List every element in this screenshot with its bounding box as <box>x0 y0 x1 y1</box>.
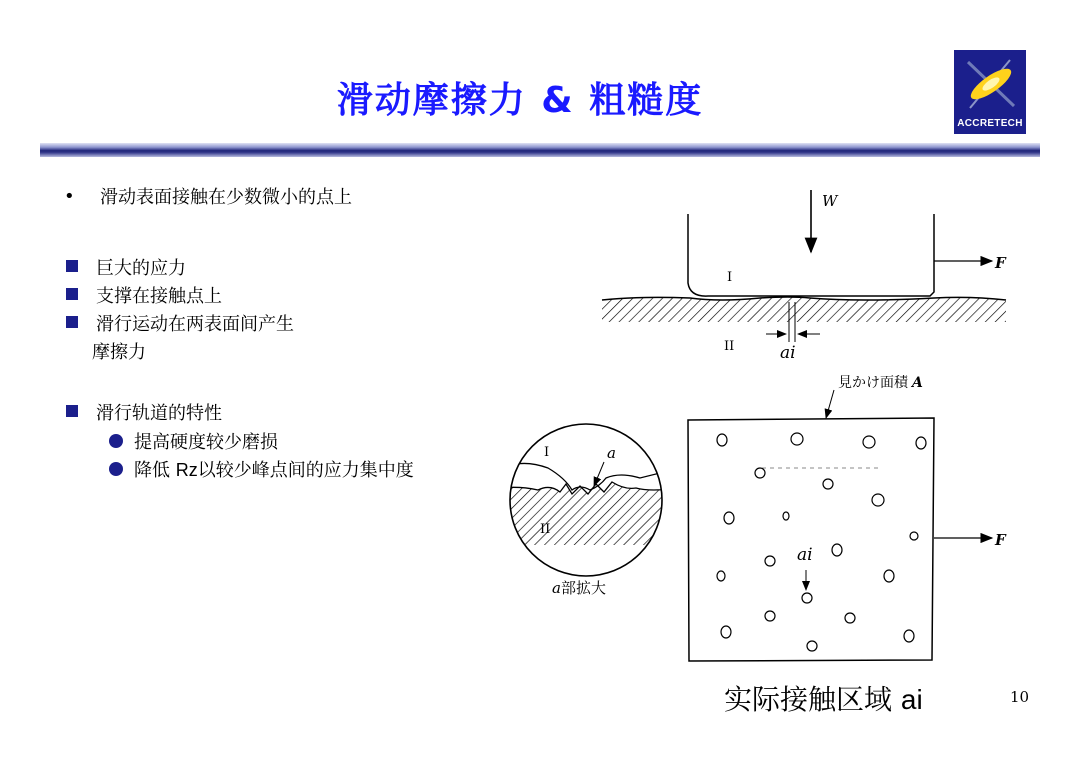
rail-item-1-text: 提高硬度较少磨损 <box>134 432 278 453</box>
label-ai-square: ai <box>797 545 813 565</box>
label-apparent-area-text: 見かけ面積 <box>838 375 908 391</box>
label-a-circle: a <box>607 444 616 462</box>
label-ai-top: ai <box>780 343 796 363</box>
label-enlarged <box>552 579 606 597</box>
label-F-bottom: F <box>995 531 1006 549</box>
caption-text: 实际接触区域 <box>724 683 893 716</box>
bullet-marker: • <box>64 186 75 207</box>
rail-item-2-pre: 降低 <box>134 460 176 481</box>
label-I-circle: I <box>544 445 550 460</box>
apparent-area-square <box>688 390 992 661</box>
point-3: 滑行运动在两表面间产生 <box>96 314 294 335</box>
label-enlarged-text: 部拡大 <box>560 579 606 597</box>
label-II-circle: II <box>540 522 551 537</box>
bullet-text: 滑动表面接触在少数微小的点上 <box>100 187 352 208</box>
rail-heading: 滑行轨道的特性 <box>96 403 222 424</box>
contact-spots <box>717 433 926 651</box>
rail-item-2-post: 以较少峰点间的应力集中度 <box>197 460 414 481</box>
block-diagram <box>602 190 1006 342</box>
label-II-top: II <box>724 339 735 354</box>
label-I-top: I <box>727 270 733 285</box>
caption <box>724 678 923 718</box>
rail-item-2-rz: Rz <box>175 460 198 480</box>
point-3-continued: 摩擦力 <box>92 342 146 363</box>
label-F-top: F <box>995 254 1006 272</box>
page-title: 滑动摩擦力 & 粗糙度 <box>336 80 704 121</box>
page-number: 10 <box>1010 688 1030 706</box>
point-1: 巨大的应力 <box>96 258 186 279</box>
label-W: W <box>822 192 838 210</box>
logo-text: ACCRETECH <box>957 118 1023 129</box>
label-apparent-area <box>838 375 923 391</box>
caption-ai: ai <box>900 684 923 715</box>
label-enlarged-a: a <box>552 579 561 597</box>
label-A: A <box>912 375 923 391</box>
point-2: 支撑在接触点上 <box>96 286 222 307</box>
magnified-contact-circle <box>500 424 680 600</box>
